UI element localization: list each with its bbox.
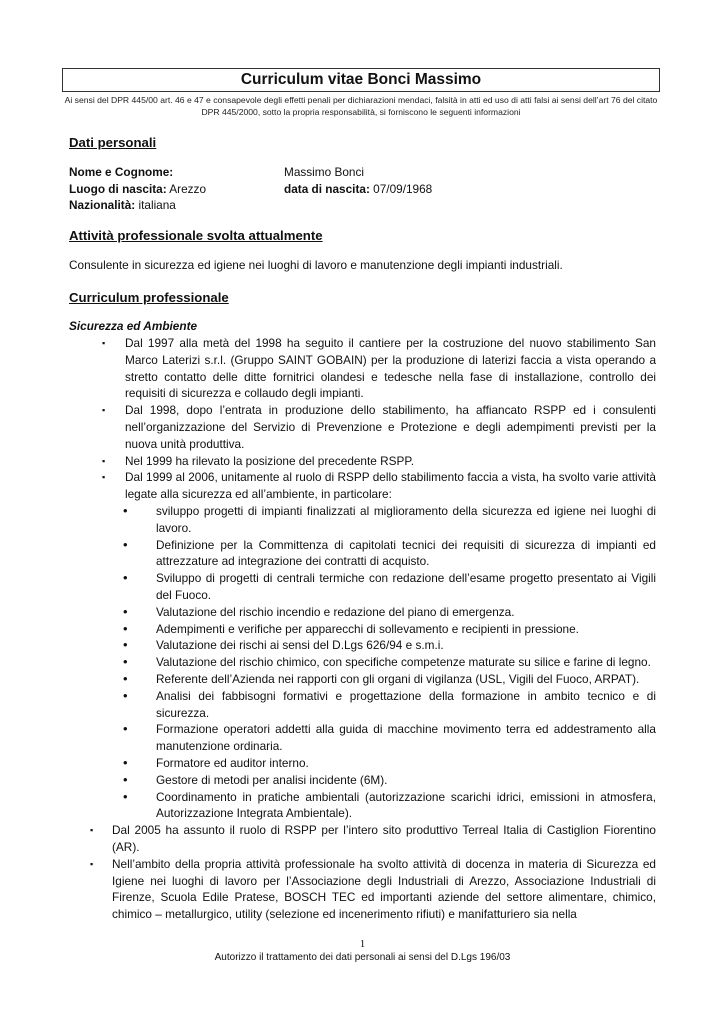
document-title: Curriculum vitae Bonci Massimo — [62, 68, 660, 92]
list-item: ▪ Dal 1999 al 2006, unitamente al ruolo di RSPP dello stabilimento faccia a vista, ha svolto varie attività legate alla sicurezza ed all’ambiente, in particolare: — [102, 470, 656, 502]
sub-list-item: • Definizione per la Committenza di capitolati tecnici dei requisiti di sicurezza di impianti ed attrezzature ad integrazione dei contratti di acquisto. — [123, 536, 656, 569]
dot-bullet-icon: • — [123, 788, 128, 804]
dot-bullet-icon: • — [123, 754, 128, 770]
square-bullet-icon: ▪ — [90, 825, 94, 836]
square-bullet-icon: ▪ — [102, 405, 106, 416]
dot-bullet-icon: • — [123, 637, 128, 653]
birthdate-label: data di nascita: — [284, 182, 370, 196]
current-activity-text: Consulente in sicurezza ed igiene nei luoghi di lavoro e manutenzione degli impianti industriali. — [69, 258, 563, 272]
nationality-row — [69, 197, 176, 214]
nationality-label: Nazionalità: — [69, 198, 136, 212]
dot-bullet-icon: • — [123, 502, 128, 518]
list-item: ▪ Dal 1997 alla metà del 1998 ha seguito il cantiere per la costruzione del nuovo stabilimento San Marco Laterizi s.r.l. (Gruppo SAINT GOBAIN) per la produzione di laterizi faccia a vista operando a stretto contatto delle ditte fornitrici olandesi e tedesche nella fase di installazione, controllo dei requisiti di sicurezza e collaudo degli impianti. — [102, 336, 656, 401]
square-bullet-icon: ▪ — [102, 338, 106, 348]
privacy-footer: Autorizzo il trattamento dei dati personali ai sensi del D.Lgs 196/03 — [214, 952, 511, 963]
birthplace-value: Arezzo — [169, 182, 207, 196]
dot-bullet-icon: • — [123, 771, 128, 787]
dot-bullet-icon: • — [123, 536, 128, 552]
career-heading: Curriculum professionale — [69, 290, 229, 305]
dot-bullet-icon: • — [123, 620, 128, 636]
square-bullet-icon: ▪ — [90, 858, 94, 869]
dot-bullet-icon: • — [123, 603, 128, 619]
sub-list-item: • Valutazione dei rischi ai sensi del D.Lgs 626/94 e s.m.i. — [123, 637, 444, 653]
dot-bullet-icon: • — [123, 687, 128, 703]
list-item: ▪ Nel 1999 ha rilevato la posizione del precedente RSPP. — [102, 453, 414, 468]
birthplace-row — [69, 181, 206, 198]
dot-bullet-icon: • — [123, 721, 128, 737]
sub-list-item: • Analisi dei fabbisogni formativi e progettazione della formazione in ambito tecnico e di sicurezza. — [123, 687, 656, 720]
birthdate-row — [284, 181, 432, 198]
list-item: ▪ Dal 1998, dopo l’entrata in produzione dello stabilimento, ha affiancato RSPP ed i consulenti nell’organizzazione del Servizio di Prevenzione e Protezione e degli adempimenti previsti per la nuova unità produttiva. — [102, 403, 656, 451]
dot-bullet-icon: • — [123, 654, 128, 670]
sub-list-item: • Gestore di metodi per analisi incidente (6M). — [123, 771, 388, 787]
square-bullet-icon: ▪ — [102, 455, 106, 466]
sub-list-item: • Sviluppo di progetti di centrali termiche con redazione dell’esame progetto presentato ai Vigili del Fuoco. — [123, 570, 656, 602]
career-subheading: Sicurezza ed Ambiente — [69, 319, 198, 333]
dot-bullet-icon: • — [123, 670, 128, 686]
birthplace-label: Luogo di nascita: — [69, 182, 167, 196]
list-item: ▪ Dal 2005 ha assunto il ruolo di RSPP per l’intero sito produttivo Terreal Italia di Castiglion Fiorentino (AR). — [90, 823, 656, 854]
birthdate-value: 07/09/1968 — [373, 182, 433, 196]
name-label: Nome e Cognome: — [69, 165, 174, 179]
sub-list-item: • Adempimenti e verifiche per apparecchi di sollevamento e recipienti in pressione. — [123, 620, 579, 636]
dot-bullet-icon: • — [123, 570, 128, 586]
career-list — [0, 335, 725, 923]
square-bullet-icon: ▪ — [102, 472, 106, 483]
sub-list-item: • Valutazione del rischio chimico, con specifiche competenze maturate su silice e farine di legno. — [123, 654, 651, 670]
name-value: Massimo Bonci — [284, 165, 364, 179]
name-row — [69, 164, 173, 181]
sub-list-item: • Formazione operatori addetti alla guida di macchine movimento terra ed addestramento alla manutenzione ordinaria. — [123, 721, 656, 754]
page-number: 1 — [359, 938, 366, 950]
list-item: ▪ Nell’ambito della propria attività professionale ha svolto attività di docenza in materia di Sicurezza ed Igiene nei luoghi di lavoro per l’Associazione degli Industriali di Arezzo, Associazione Industriali di Firenze, Scuola Edile Pratese, BOSCH TEC ed importanti aziende del settore alimentare, chimico, chimico – metallurgico, utility (selezione ed incenerimento rifiuti) e manifatturiero sia nella — [90, 856, 656, 922]
sub-list-item: • Formatore ed auditor interno. — [123, 754, 309, 770]
sub-list-item: • Referente dell’Azienda nei rapporti con gli organi di vigilanza (USL, Vigili del Fuoco, ARPAT). — [123, 670, 640, 686]
sub-list-item: • Coordinamento in pratiche ambientali (autorizzazione scarichi idrici, emissioni in atmosfera, Autorizzazione Integrata Ambientale). — [123, 788, 656, 821]
nationality-value: italiana — [138, 198, 176, 212]
current-activity-heading: Attività professionale svolta attualmente — [69, 228, 323, 243]
personal-data-heading: Dati personali — [69, 135, 157, 150]
sub-list-item: • sviluppo progetti di impianti finalizzati al miglioramento della sicurezza ed igiene nei luoghi di lavoro. — [123, 502, 656, 535]
legal-disclaimer: Ai sensi del DPR 445/00 art. 46 e 47 e consapevole degli effetti penali per dichiarazioni mendaci, falsità in atti ed uso di atti falsi ai sensi dell’art 76 del citato DPR 445/2000, sotto la propria responsabilità, si forniscono le seguenti informazioni — [64, 95, 658, 117]
sub-list-item: • Valutazione del rischio incendio e redazione del piano di emergenza. — [123, 603, 515, 619]
